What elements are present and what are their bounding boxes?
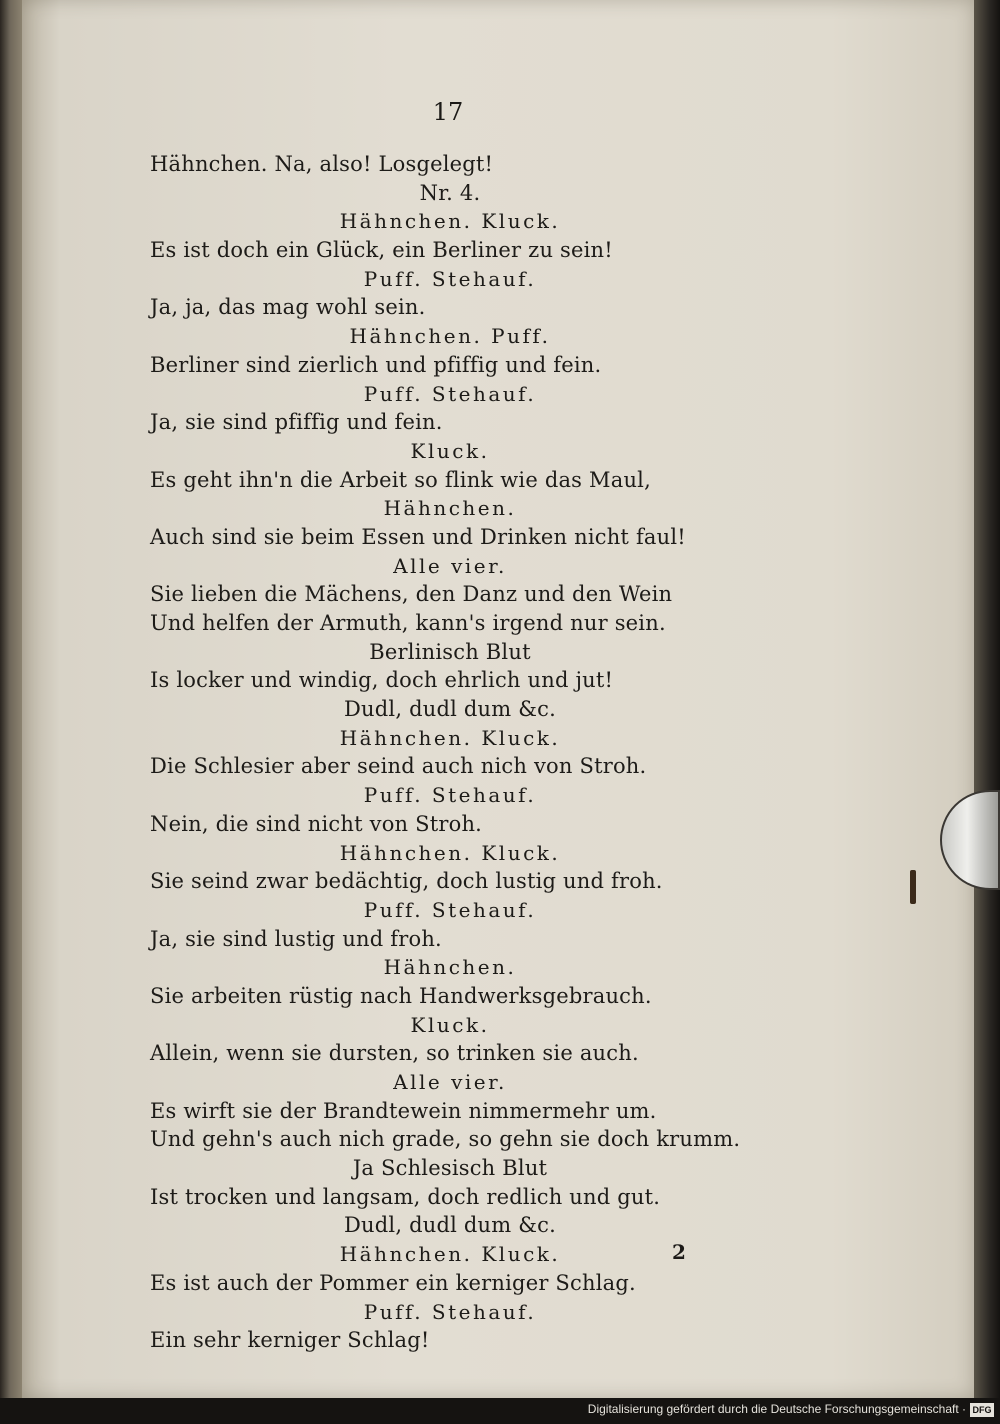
text-line: Ja, sie sind lustig und froh. xyxy=(150,926,442,951)
speaker-line: Hähnchen. Kluck. xyxy=(339,1242,561,1267)
text-line: Sie seind zwar bedächtig, doch lustig und froh. xyxy=(150,869,663,894)
text-line: Dudl, dudl dum &c. xyxy=(344,697,556,722)
text-line: Es ist auch der Pommer ein kerniger Schlag. xyxy=(150,1270,636,1295)
speaker-line: Hähnchen. xyxy=(383,496,517,521)
printer-signature: 2 xyxy=(672,1240,686,1264)
page-text xyxy=(150,150,750,1355)
speaker-line: Puff. Stehauf. xyxy=(363,783,537,808)
text-line: Die Schlesier aber seind auch nich von Stroh. xyxy=(150,754,647,779)
speaker-line: Puff. Stehauf. xyxy=(363,266,537,291)
page-number: 17 xyxy=(432,98,464,126)
text-line: Is locker und windig, doch ehrlich und jut! xyxy=(150,668,614,693)
text-line: Und helfen der Armuth, kann's irgend nur sein. xyxy=(150,611,666,635)
text-line: Nein, die sind nicht von Stroh. xyxy=(150,811,483,836)
adjacent-page-edge xyxy=(0,0,22,1424)
text-line: Allein, wenn sie dursten, so trinken sie auch. xyxy=(150,1041,639,1066)
text-line: Ja Schlesisch Blut xyxy=(352,1156,548,1181)
speaker-line: Hähnchen. Kluck. xyxy=(339,209,561,234)
speaker-line: Hähnchen. Kluck. xyxy=(339,725,561,750)
text-line: Es wirft sie der Brandtewein nimmermehr um. xyxy=(150,1098,657,1123)
speaker-line: Hähnchen. Kluck. xyxy=(339,840,561,865)
text-line: Auch sind sie beim Essen und Drinken nicht faul! xyxy=(150,524,686,549)
speaker-line: Puff. Stehauf. xyxy=(363,381,537,406)
speaker-line: Hähnchen. xyxy=(383,955,517,980)
text-line: Hähnchen. Na, also! Losgelegt! xyxy=(150,152,494,176)
speaker-line: Kluck. xyxy=(410,1012,490,1037)
text-line: Sie arbeiten rüstig nach Handwerksgebrauch. xyxy=(150,983,652,1008)
text-line: Und gehn's auch nich grade, so gehn sie doch krumm. xyxy=(150,1127,741,1152)
paper-mark xyxy=(910,870,916,904)
text-line: Berliner sind zierlich und pfiffig und fein. xyxy=(150,352,602,377)
text-line: Ist trocken und langsam, doch redlich und gut. xyxy=(150,1184,661,1209)
text-line: Ja, ja, das mag wohl sein. xyxy=(150,295,426,320)
text-line: Es ist doch ein Glück, ein Berliner zu sein! xyxy=(150,238,613,263)
text-line: Nr. 4. xyxy=(419,180,481,205)
funding-credit: Digitalisierung gefördert durch die Deutsche Forschungsgemeinschaft · xyxy=(587,1402,966,1416)
speaker-line: Alle vier. xyxy=(393,553,507,578)
text-line: Berlinisch Blut xyxy=(369,639,531,664)
dfg-logo: DFG xyxy=(970,1403,994,1417)
text-line: Ein sehr kerniger Schlag! xyxy=(150,1328,430,1353)
text-line: Es geht ihn'n die Arbeit so flink wie das Maul, xyxy=(150,467,651,492)
speaker-line: Kluck. xyxy=(410,438,490,463)
page-fore-edge xyxy=(974,0,1000,1398)
text-line: Ja, sie sind pfiffig und fein. xyxy=(150,410,443,435)
speaker-line: Alle vier. xyxy=(393,1070,507,1094)
speaker-line: Puff. Stehauf. xyxy=(363,1299,537,1324)
speaker-line: Hähnchen. Puff. xyxy=(349,324,551,349)
footer-bar xyxy=(0,1398,1000,1424)
text-line: Dudl, dudl dum &c. xyxy=(344,1213,556,1238)
text-line: Sie lieben die Mächens, den Danz und den Wein xyxy=(150,582,673,607)
speaker-line: Puff. Stehauf. xyxy=(363,897,537,922)
